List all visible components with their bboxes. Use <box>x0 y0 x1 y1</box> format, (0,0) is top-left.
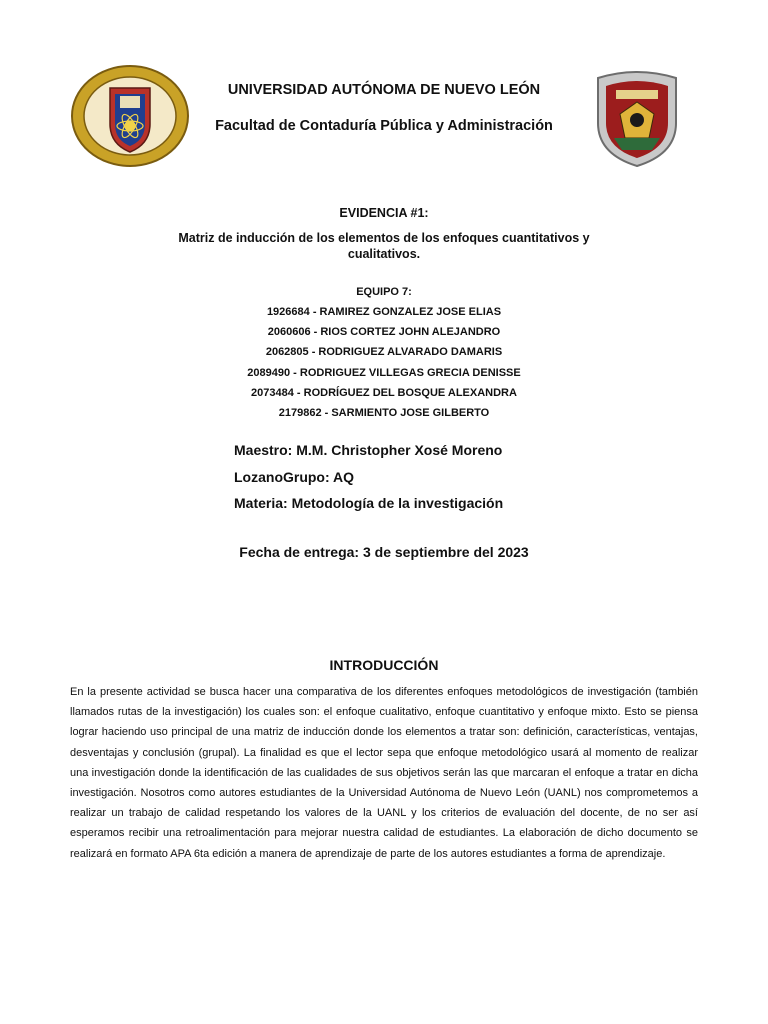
faculty-name: Facultad de Contaduría Pública y Administración <box>215 118 553 134</box>
due-date: Fecha de entrega: 3 de septiembre del 2023 <box>239 544 529 560</box>
subject-line: Materia: Metodología de la investigación <box>234 495 504 511</box>
teacher-line: Maestro: M.M. Christopher Xosé Moreno <box>234 442 503 458</box>
team-member: 2179862 - SARMIENTO JOSE GILBERTO <box>278 406 490 419</box>
evidence-title: EVIDENCIA #1: <box>339 206 429 220</box>
introduction-title: INTRODUCCIÓN <box>329 657 439 673</box>
team-members-list <box>0 305 768 426</box>
group-line: LozanoGrupo: AQ <box>234 468 355 485</box>
team-member: 2089490 - RODRIGUEZ VILLEGAS GRECIA DENISSE <box>247 366 521 379</box>
uanl-seal-icon <box>70 64 190 168</box>
university-name: UNIVERSIDAD AUTÓNOMA DE NUEVO LEÓN <box>227 82 541 98</box>
introduction-body: En la presente actividad se busca hacer una comparativa de los diferentes enfoques metodológicos de investigación (también llamados rutas de la investigación) los cuales son: el enfoque cualitativo, enfoque cuantitativo y enfoque mixto. Esto se piensa lograr haciendo uso principal de una matriz de inducción donde los elementos a tratar son: definición, características, ventajas, desventajas y conclusión (grupal). La finalidad es que el lector sepa que enfoque metodológico usará al momento de realizar una investigación donde la identificación de las cualidades de sus objetivos serán las que marcaran el enfoque a tratar en dicha investigación. Nosotros como autores estudiantes de la Universidad Autónoma de Nuevo León (UANL) nos comprometemos a realizar un trabajo de calidad respetando los valores de la UANL y los criterios de evaluación del docente, de no ser así esperamos recibir una retroalimentación para mejorar nuestra calidad de estudiantes. La elaboración de dicho documento se realizará en formato APA 6ta edición a manera de aprendizaje de parte de los autores estudiantes a forma de aprendizaje. <box>70 686 698 860</box>
team-member: 2062805 - RODRIGUEZ ALVARADO DAMARIS <box>265 346 503 359</box>
team-label: EQUIPO 7: <box>356 286 412 298</box>
course-info <box>234 437 503 517</box>
team-member: 1926684 - RAMIREZ GONZALEZ JOSE ELIAS <box>266 306 502 318</box>
team-member: 2073484 - RODRÍGUEZ DEL BOSQUE ALEXANDRA <box>251 386 517 399</box>
evidence-subtitle: Matriz de inducción de los elementos de los enfoques cuantitativos y cualitativos. <box>178 231 590 261</box>
team-member: 2060606 - RIOS CORTEZ JOHN ALEJANDRO <box>267 326 501 339</box>
